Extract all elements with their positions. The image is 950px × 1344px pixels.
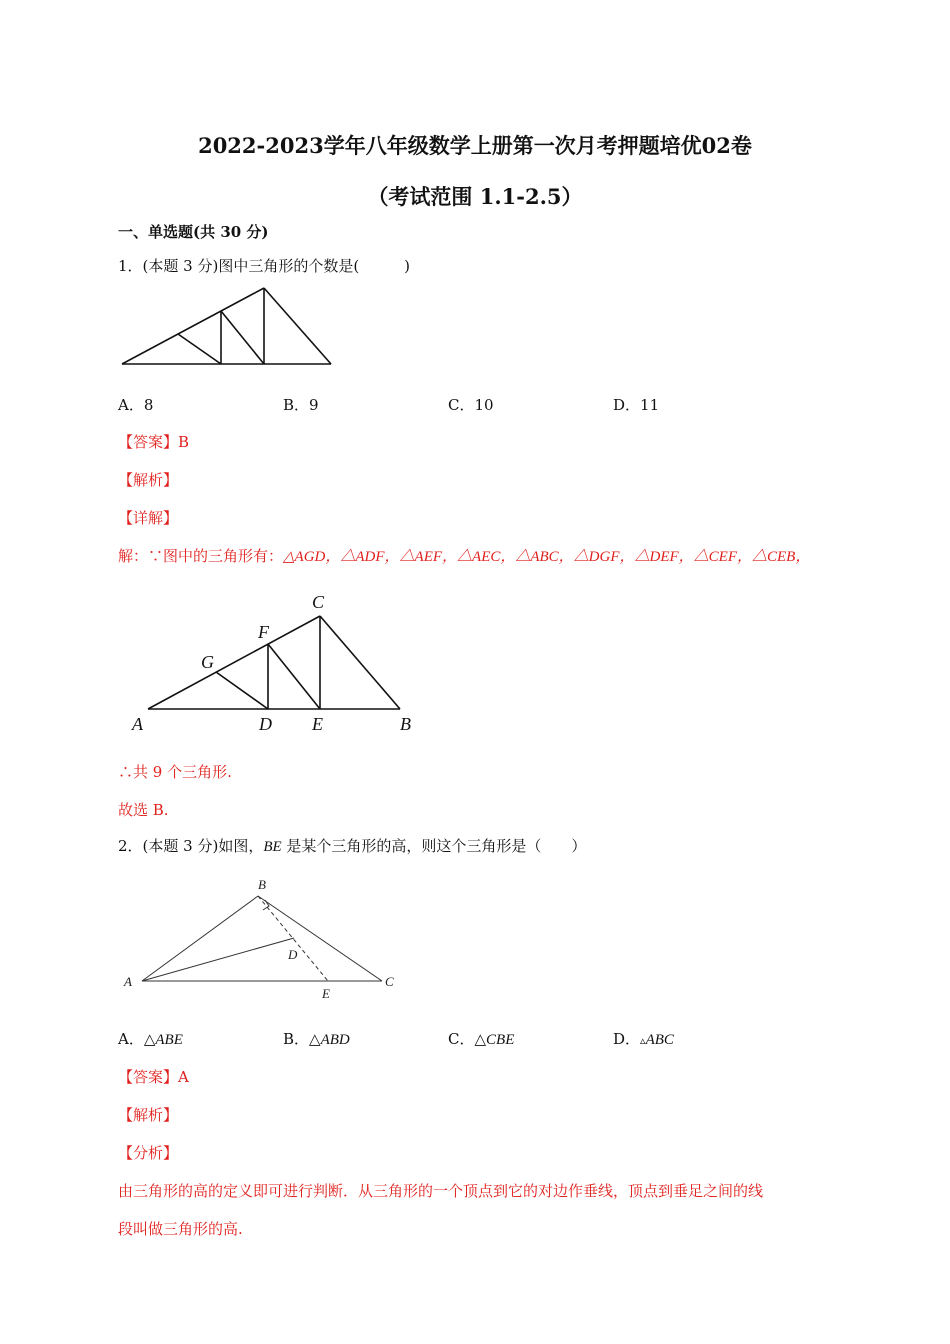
fig1-label-a: A <box>132 714 143 734</box>
q2-option-c-name: CBE <box>486 1032 515 1048</box>
fig2-label-c: C <box>385 974 394 989</box>
question-1-figure <box>118 283 338 373</box>
q2-answer: 【答案】A <box>118 1068 189 1086</box>
q2-option-a <box>118 1028 183 1049</box>
page-title: 2022-2023学年八年级数学上册第一次月考押题培优02卷 <box>198 133 752 158</box>
q2-option-a-name: ABE <box>155 1032 183 1048</box>
q1-conclusion: ∴共 9 个三角形. <box>118 763 232 781</box>
q1-solution-list: △AGD，△ADF，△AEF，△AEC，△ABC，△DGF，△DEF，△CEF，△CEB， <box>283 549 811 565</box>
question-2-figure <box>118 872 408 1007</box>
page-subtitle: （考试范围 1.1-2.5） <box>367 184 583 209</box>
fig2-label-e: E <box>322 986 330 1001</box>
q1-choose: 故选 B. <box>118 801 169 819</box>
q1-option-b: B．9 <box>283 396 319 414</box>
fig1-label-b: B <box>400 714 411 734</box>
question-2-stem <box>118 835 586 856</box>
q1-answer: 【答案】B <box>118 433 190 451</box>
q2-stem-suffix: 是某个三角形的高，则这个三角形是（ ） <box>281 837 587 855</box>
fig1-right-line <box>264 288 331 364</box>
fig1-diagonal-fe <box>221 311 264 364</box>
q2-option-d-name: ABC <box>645 1032 674 1048</box>
fig1-diagonal-gd <box>178 334 221 364</box>
section-heading: 一、单选题(共 30 分) <box>118 223 269 241</box>
q2-analysis-tag: 【解析】 <box>118 1106 179 1124</box>
q2-option-c-letter: C． <box>448 1030 475 1048</box>
q1-solution-prefix: 解：∵图中的三角形有： <box>118 547 284 565</box>
q1-detail-tag: 【详解】 <box>118 509 179 527</box>
q2-stem-var: BE <box>263 839 282 855</box>
q2-option-a-symbol: △ <box>143 1030 156 1048</box>
q2-fenxi-line-1: 由三角形的高的定义即可进行判断．从三角形的一个顶点到它的对边作垂线，顶点到垂足之间的线 <box>118 1182 764 1200</box>
q2-option-b-symbol: △ <box>309 1030 321 1048</box>
q2-option-d <box>613 1028 674 1049</box>
q2-option-c-symbol: △ <box>474 1030 487 1048</box>
q2-stem-prefix: 2．(本题 3 分)如图， <box>118 837 264 855</box>
fig1-label-c: C <box>312 592 325 612</box>
q2-fenxi-line-2: 段叫做三角形的高. <box>118 1220 243 1238</box>
q1-solution-line <box>118 545 810 566</box>
fig1-left-line <box>122 288 264 364</box>
q1-option-a: A．8 <box>118 396 154 414</box>
fig2-label-a: A <box>124 974 132 989</box>
q2-option-b-name: ABD <box>320 1032 350 1048</box>
q1-option-d: D．11 <box>613 396 660 414</box>
q2-fenxi-tag: 【分析】 <box>118 1144 179 1162</box>
q1-analysis-tag: 【解析】 <box>118 471 179 489</box>
fig2-label-b: B <box>258 877 266 892</box>
fig1-label-g: G <box>201 652 214 672</box>
q2-option-d-letter: D． <box>613 1030 641 1048</box>
q2-option-b-letter: B． <box>283 1030 310 1048</box>
fig1-label-d: D <box>259 714 272 734</box>
fig1-label-e: E <box>312 714 323 734</box>
q1-option-c: C．10 <box>448 396 494 414</box>
fig1-label-f: F <box>258 622 269 642</box>
q2-option-c <box>448 1028 514 1049</box>
q2-option-d-symbol: ▵ <box>640 1034 646 1047</box>
question-1-stem: 1．(本题 3 分)图中三角形的个数是( ) <box>118 257 411 275</box>
fig2-label-d: D <box>288 947 298 962</box>
q2-option-a-letter: A． <box>118 1030 144 1048</box>
question-1-solution-figure <box>118 588 428 738</box>
q2-option-b <box>283 1028 350 1049</box>
